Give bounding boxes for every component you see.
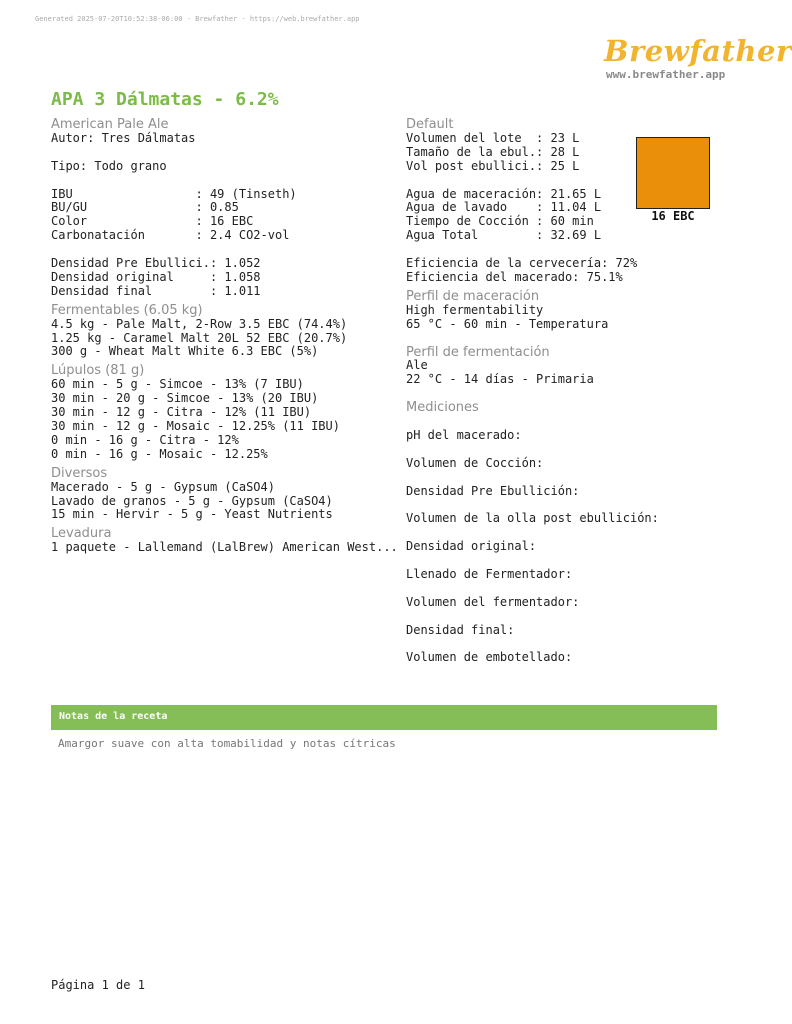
fermentables-heading: Fermentables (6.05 kg) — [51, 302, 203, 318]
stat-line: BU/GU : 0.85 — [51, 200, 239, 215]
mash-profile-heading: Perfil de maceración — [406, 288, 540, 304]
spacer — [406, 174, 659, 188]
spacer — [406, 638, 659, 652]
style-heading: American Pale Ale — [51, 117, 169, 132]
misc-item: Macerado - 5 g - Gypsum (CaSO4) — [51, 479, 275, 494]
hop-item: 30 min - 12 g - Mosaic - 12.25% (11 IBU) — [51, 418, 340, 433]
spacer — [51, 146, 398, 160]
misc-item: Lavado de granos - 5 g - Gypsum (CaSO4) — [51, 493, 333, 508]
brand-url: www.brewfather.app — [606, 68, 726, 81]
recipe-right-column — [406, 118, 659, 665]
measurement-line: pH del macerado: — [406, 428, 522, 443]
spacer — [406, 499, 659, 513]
recipe-title: APA 3 Dálmatas - 6.2% — [51, 89, 279, 110]
yeast-heading: Levadura — [51, 526, 112, 542]
stat-line: IBU : 49 (Tinseth) — [51, 186, 297, 201]
spacer — [406, 554, 659, 568]
fermentable-item: 4.5 kg - Pale Malt, 2-Row 3.5 EBC (74.4%) — [51, 316, 348, 331]
spacer — [406, 610, 659, 624]
volume-line: Volumen del lote : 23 L — [406, 130, 580, 145]
misc-heading: Diversos — [51, 465, 108, 481]
volume-line: Tamaño de la ebul.: 28 L — [406, 144, 580, 159]
author-line: Autor: Tres Dálmatas — [51, 130, 196, 145]
spacer — [51, 243, 398, 257]
hop-item: 30 min - 12 g - Citra - 12% (11 IBU) — [51, 405, 312, 420]
spacer — [406, 471, 659, 485]
fermentation-line: 22 °C - 14 días - Primaria — [406, 372, 594, 387]
gravity-line: Densidad final : 1.011 — [51, 283, 261, 298]
fermentation-profile-heading: Perfil de fermentación — [406, 344, 550, 360]
measurement-line: Volumen de embotellado: — [406, 650, 573, 665]
fermentation-line: Ale — [406, 358, 428, 373]
spacer — [406, 243, 659, 257]
measurement-line: Densidad original: — [406, 539, 537, 554]
recipe-notes-title: Notas de la receta — [59, 711, 168, 722]
measurement-line: Volumen de Cocción: — [406, 455, 544, 470]
default-heading: Default — [406, 117, 454, 132]
recipe-notes-bar — [51, 705, 717, 730]
beer-color-label: 16 EBC — [651, 209, 695, 223]
measurement-line: Volumen de la olla post ebullición: — [406, 511, 659, 526]
measurement-line: Llenado de Fermentador: — [406, 567, 573, 582]
hop-item: 30 min - 20 g - Simcoe - 13% (20 IBU) — [51, 391, 319, 406]
spacer — [406, 526, 659, 540]
measurement-line: Volumen del fermentador: — [406, 594, 580, 609]
efficiency-line: Eficiencia del macerado: 75.1% — [406, 269, 623, 284]
hop-item: 0 min - 16 g - Citra - 12% — [51, 432, 239, 447]
mash-line: High fermentability — [406, 302, 544, 317]
fermentable-item: 1.25 kg - Caramel Malt 20L 52 EBC (20.7%) — [51, 330, 348, 345]
gravity-line: Densidad Pre Ebullici.: 1.052 — [51, 256, 261, 271]
recipe-notes-text: Amargor suave con alta tomabilidad y notas cítricas — [58, 737, 396, 750]
hop-item: 0 min - 16 g - Mosaic - 12.25% — [51, 446, 268, 461]
recipe-left-column — [51, 118, 398, 555]
measurements-heading: Mediciones — [406, 400, 479, 416]
hop-item: 60 min - 5 g - Simcoe - 13% (7 IBU) — [51, 377, 304, 392]
stat-line: Color : 16 EBC — [51, 214, 254, 229]
volume-line: Vol post ebullici.: 25 L — [406, 158, 580, 173]
beer-color-swatch — [636, 137, 710, 209]
misc-item: 15 min - Hervir - 5 g - Yeast Nutrients — [51, 507, 333, 522]
stat-line: Carbonatación : 2.4 CO2-vol — [51, 228, 290, 243]
spacer — [406, 443, 659, 457]
measurement-line: Densidad final: — [406, 622, 515, 637]
spacer — [406, 582, 659, 596]
spacer — [406, 415, 659, 429]
spacer — [51, 174, 398, 188]
water-line: Agua de maceración: 21.65 L — [406, 186, 602, 201]
fermentable-item: 300 g - Wheat Malt White 6.3 EBC (5%) — [51, 344, 319, 359]
hops-heading: Lúpulos (81 g) — [51, 363, 145, 379]
measurement-line: Densidad Pre Ebullición: — [406, 483, 580, 498]
gravity-line: Densidad original : 1.058 — [51, 269, 261, 284]
generated-line: Generated 2025-07-20T10:52:38-06:00 - Brewfather - https://web.brewfather.app — [35, 15, 360, 23]
type-line: Tipo: Todo grano — [51, 158, 167, 173]
mash-line: 65 °C - 60 min - Temperatura — [406, 316, 609, 331]
water-line: Agua de lavado : 11.04 L — [406, 200, 602, 215]
water-line: Agua Total : 32.69 L — [406, 228, 602, 243]
yeast-item: 1 paquete - Lallemand (LalBrew) American West... — [51, 540, 398, 555]
water-line: Tiempo de Cocción : 60 min — [406, 214, 594, 229]
efficiency-line: Eficiencia de la cervecería: 72% — [406, 256, 638, 271]
brewfather-logo: Brewfather — [604, 34, 792, 68]
page-number: Página 1 de 1 — [51, 978, 145, 992]
